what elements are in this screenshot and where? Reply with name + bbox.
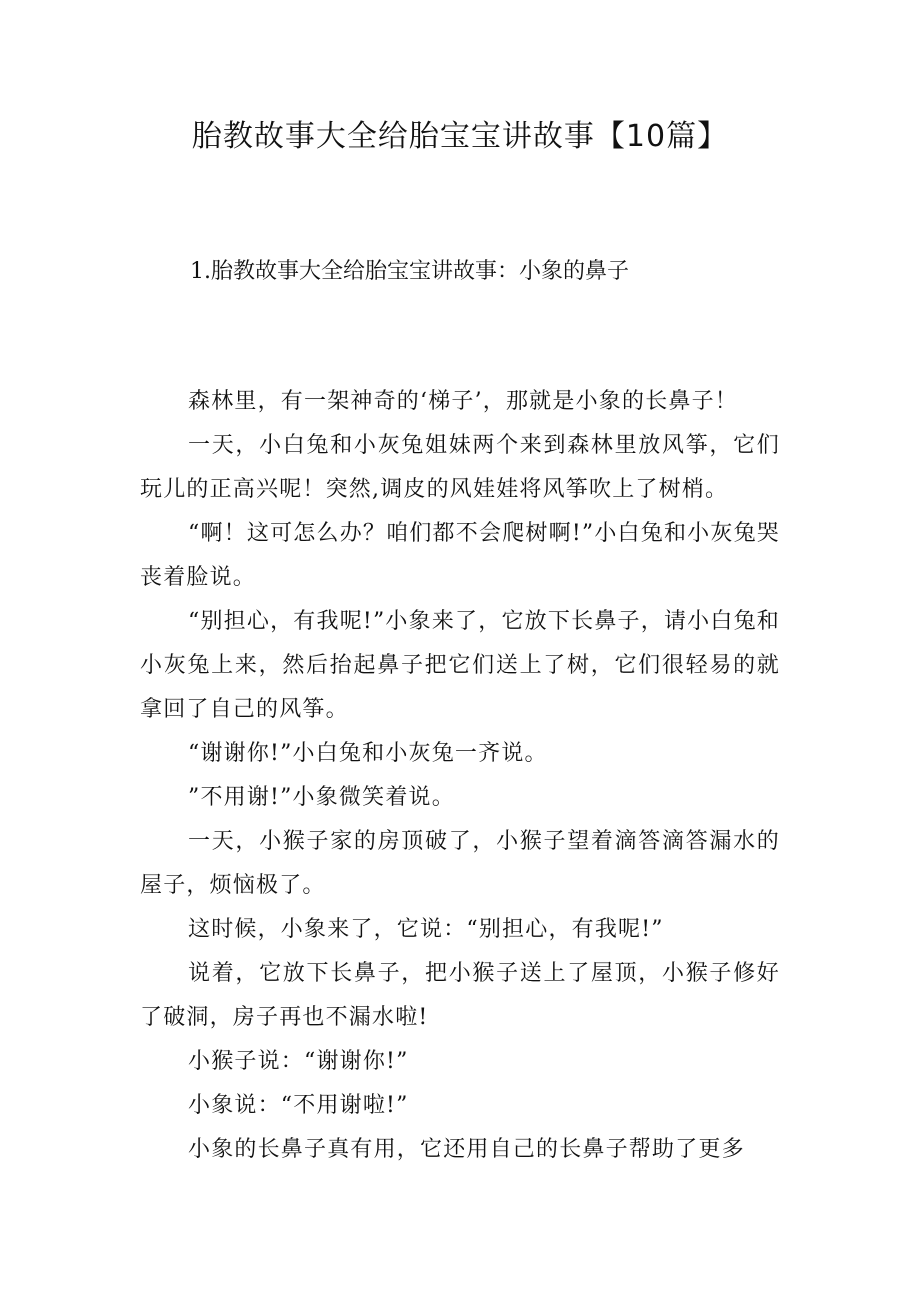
paragraph: “啊！这可怎么办？咱们都不会爬树啊!”小白兔和小灰兔哭丧着脸说。 <box>140 521 780 590</box>
paragraph: 一天，小猴子家的房顶破了，小猴子望着滴答滴答漏水的屋子，烦恼极了。 <box>140 829 780 898</box>
story-body <box>140 380 780 1172</box>
paragraph: 这时候，小象来了，它说：“别担心，有我呢!” <box>188 917 664 942</box>
paragraph: “谢谢你!”小白兔和小灰兔一齐说。 <box>188 741 548 766</box>
paragraph: 小猴子说：“谢谢你!” <box>188 1049 409 1074</box>
paragraph: “别担心，有我呢!”小象来了，它放下长鼻子，请小白兔和小灰兔上来，然后抬起鼻子把它们送上了树，它们很轻易的就拿回了自己的风筝。 <box>140 609 780 722</box>
paragraph: 森林里，有一架神奇的‘梯子’，那就是小象的长鼻子！ <box>188 389 738 414</box>
section-heading: 1.胎教故事大全给胎宝宝讲故事：小象的鼻子 <box>190 259 629 284</box>
paragraph: 小象的长鼻子真有用，它还用自己的长鼻子帮助了更多 <box>188 1137 745 1162</box>
document-title: 胎教故事大全给胎宝宝讲故事【10篇】 <box>191 119 729 154</box>
paragraph: ”不用谢!”小象微笑着说。 <box>188 785 455 810</box>
paragraph: 说着，它放下长鼻子，把小猴子送上了屋顶，小猴子修好了破洞，房子再也不漏水啦! <box>140 961 780 1030</box>
paragraph: 一天，小白兔和小灰兔姐妹两个来到森林里放风筝，它们玩儿的正高兴呢！突然,调皮的风娃娃将风筝吹上了树梢。 <box>140 433 780 502</box>
paragraph: 小象说：“不用谢啦!” <box>188 1093 409 1118</box>
